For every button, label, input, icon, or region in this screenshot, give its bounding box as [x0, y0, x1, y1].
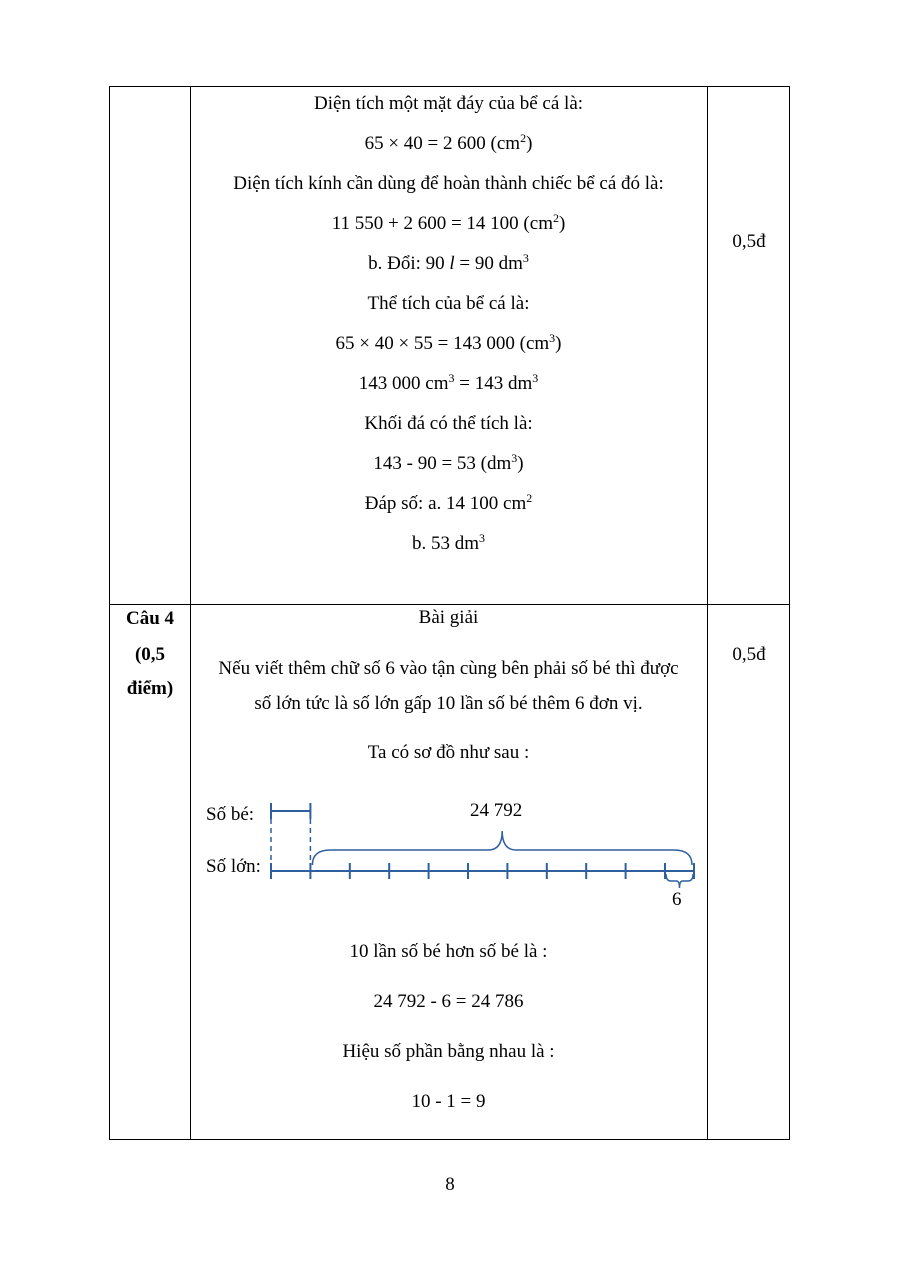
solution-line: Diện tích kính cần dùng để hoàn thành chiếc bể cá đó là: [233, 173, 664, 194]
solution-line: 24 792 - 6 = 24 786 [373, 991, 524, 1012]
solution-line: Thể tích của bể cá là: [367, 293, 530, 314]
solution-line: 11 550 + 2 600 = 14 100 $(cm^2)$ [331, 211, 566, 234]
solution-line: b. 53 $dm^3$ [411, 531, 486, 554]
question-points: (0,5 [134, 644, 166, 665]
sum-brace [312, 831, 692, 865]
solution-line: Hiệu số phần bằng nhau là : [342, 1041, 555, 1062]
page-number: 8 [445, 1174, 455, 1195]
question-points-unit: điểm) [126, 678, 174, 699]
solution-line: 10 - 1 = 9 [411, 1091, 486, 1112]
solution-line: Đáp số: a. 14 100 $cm^2$ [364, 491, 533, 514]
solution-line: Diện tích một mặt đáy của bể cá là: [313, 93, 584, 114]
score-cell: 0,5đ [732, 644, 766, 665]
question-number: Câu 4 [125, 608, 175, 629]
extra-value-label: 6 [672, 889, 682, 910]
solution-line: b. Đổi: 90 l = 90 $dm^3$ [368, 251, 529, 274]
solution-heading: Bài giải [418, 607, 479, 628]
sum-value-label: 24 792 [470, 800, 523, 821]
solution-line: 65 × 40 = 2 600 $(cm^2)$ [364, 131, 533, 154]
solution-line: 143 - 90 = 53 $(dm^3)$ [373, 451, 524, 474]
large-number-label: Số lớn: [206, 856, 261, 877]
extra-brace [666, 874, 693, 888]
solution-line: 65 × 40 × 55 = 143 000 $(cm^3)$ [335, 331, 562, 354]
solution-line: Khối đá có thể tích là: [364, 413, 533, 434]
score-cell: 0,5đ [732, 231, 766, 252]
solution-line: số lớn tức là số lớn gấp 10 lần số bé thêm 6 đơn vị. [254, 693, 643, 714]
solution-line: 143 000 $cm^3 = 143$ $dm^3$ [358, 371, 539, 394]
small-number-label: Số bé: [206, 804, 255, 825]
solution-line: Nếu viết thêm chữ số 6 vào tận cùng bên phải số bé thì được [218, 658, 679, 679]
solution-line: 10 lần số bé hơn số bé là : [349, 941, 548, 962]
solution-line: Ta có sơ đồ như sau : [367, 742, 530, 763]
